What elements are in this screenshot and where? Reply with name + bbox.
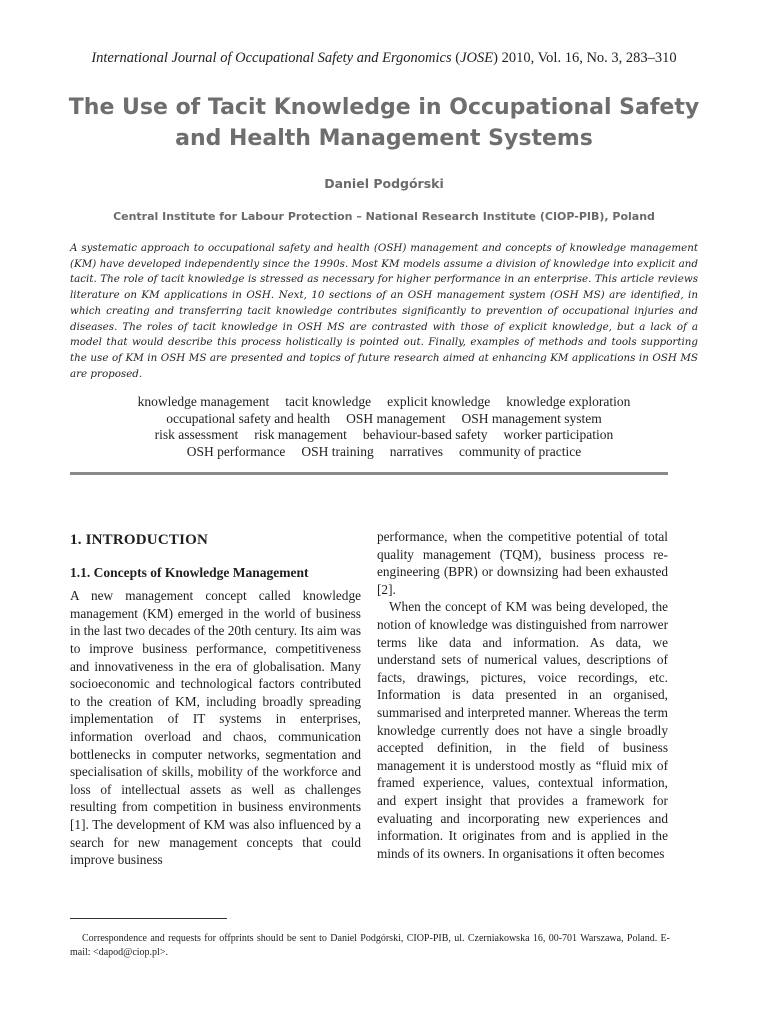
keyword-line	[60, 427, 708, 444]
keyword: occupational safety and health	[166, 410, 331, 426]
keyword: risk assessment	[154, 427, 239, 443]
keyword: explicit knowledge	[387, 394, 491, 409]
section-heading: 1. INTRODUCTION	[70, 532, 209, 548]
keyword: knowledge exploration	[506, 394, 631, 409]
journal-citation	[0, 50, 768, 67]
journal-abbr-open: (	[451, 50, 461, 66]
footnote-divider	[70, 918, 227, 919]
keyword: OSH management	[346, 410, 446, 426]
correspondence-footnote: Correspondence and requests for offprints should be sent to Daniel Podgórski, CIOP-PIB, ul. Czerniakowska 16, 00-701 Warszawa, Poland. E-mail: <dapod@ciop.pl>.	[70, 933, 670, 958]
section-divider	[70, 472, 668, 475]
keyword: OSH performance	[186, 443, 286, 459]
keyword: knowledge management	[137, 394, 270, 409]
keyword-line	[60, 411, 708, 428]
article-title: The Use of Tacit Knowledge in Occupational Safety and Health Management Systems	[68, 95, 700, 151]
keyword-line	[60, 394, 708, 411]
keyword: narratives	[389, 443, 443, 459]
keyword: tacit knowledge	[285, 394, 372, 409]
abstract: A systematic approach to occupational safety and health (OSH) management and concepts of knowledge management (KM) have developed independently since the 1990s. Most KM models assume a division of knowledge into explicit and tacit. The role of tacit knowledge is stressed as necessary for higher performance in an enterprise. This article reviews literature on KM applications in OSH. Next, 10 sections of an OSH management system (OSH MS) are identified, in which creating and transferring tacit knowledge contributes significantly to prevention of occupational injuries and diseases. The roles of tacit knowledge in OSH MS are contrasted with those of explicit knowledge, but a lack of a model that would describe this process holistically is pointed out. Finally, examples of methods and tools supporting the use of KM in OSH MS are presented and topics of future research aimed at enhancing KM applications in OSH MS are proposed.	[70, 242, 698, 380]
body-paragraph: performance, when the competitive potential of total quality management (TQM), business process re-engineering (BPR) or downsizing had been exhausted [2].	[377, 529, 668, 597]
author-name: Daniel Podgórski	[324, 176, 444, 191]
keyword: worker participation	[503, 427, 614, 443]
right-column	[377, 528, 668, 862]
keyword: OSH management system	[461, 410, 602, 426]
journal-abbr: JOSE	[460, 50, 494, 66]
keyword-line	[60, 444, 708, 461]
keyword: community of practice	[458, 443, 582, 459]
left-column	[70, 528, 361, 869]
journal-name: International Journal of Occupational Safety and Ergonomics	[91, 50, 452, 66]
journal-details: ) 2010, Vol. 16, No. 3, 283–310	[493, 50, 677, 66]
subsection-heading: 1.1. Concepts of Knowledge Management	[70, 564, 309, 580]
body-paragraph: When the concept of KM was being developed, the notion of knowledge was distinguished from narrower terms like data and information. As data, we understand sets of numerical values, descriptions of facts, drawings, pictures, voice recordings, etc. Information is data presented in an organised, summarised and interpreted manner. Whereas the term knowledge currently does not have a single broadly accepted definition, in the field of business management it is understood mostly as “fluid mix of framed experience, values, contextual information, and expert insight that provides a framework for evaluating and incorporating new experiences and information. It originates from and is applied in the minds of its owners. In organisations it often becomes	[377, 599, 668, 861]
keywords-block	[60, 394, 708, 460]
keyword: OSH training	[301, 443, 374, 459]
body-paragraph: A new management concept called knowledge management (KM) emerged in the world of business in the last two decades of the 20th century. Its aim was to improve business performance, competitiveness and innovativeness in the era of globalisation. Many socioeconomic and technological factors contributed to the creation of KM, including broadly spreading implementation of IT systems in enterprises, information overload and chaos, communication bottlenecks in computer networks, segmentation and specialisation of skills, mobility of the workforce and loss of intellectual assets as well as challenges resulting from competition in business environments [1]. The development of KM was also influenced by a search for new management concepts that could improve business	[70, 588, 361, 868]
keyword: behaviour-based safety	[362, 427, 488, 443]
keyword: risk management	[254, 427, 347, 443]
author-affiliation: Central Institute for Labour Protection – National Research Institute (CIOP-PIB), Poland	[113, 210, 655, 223]
